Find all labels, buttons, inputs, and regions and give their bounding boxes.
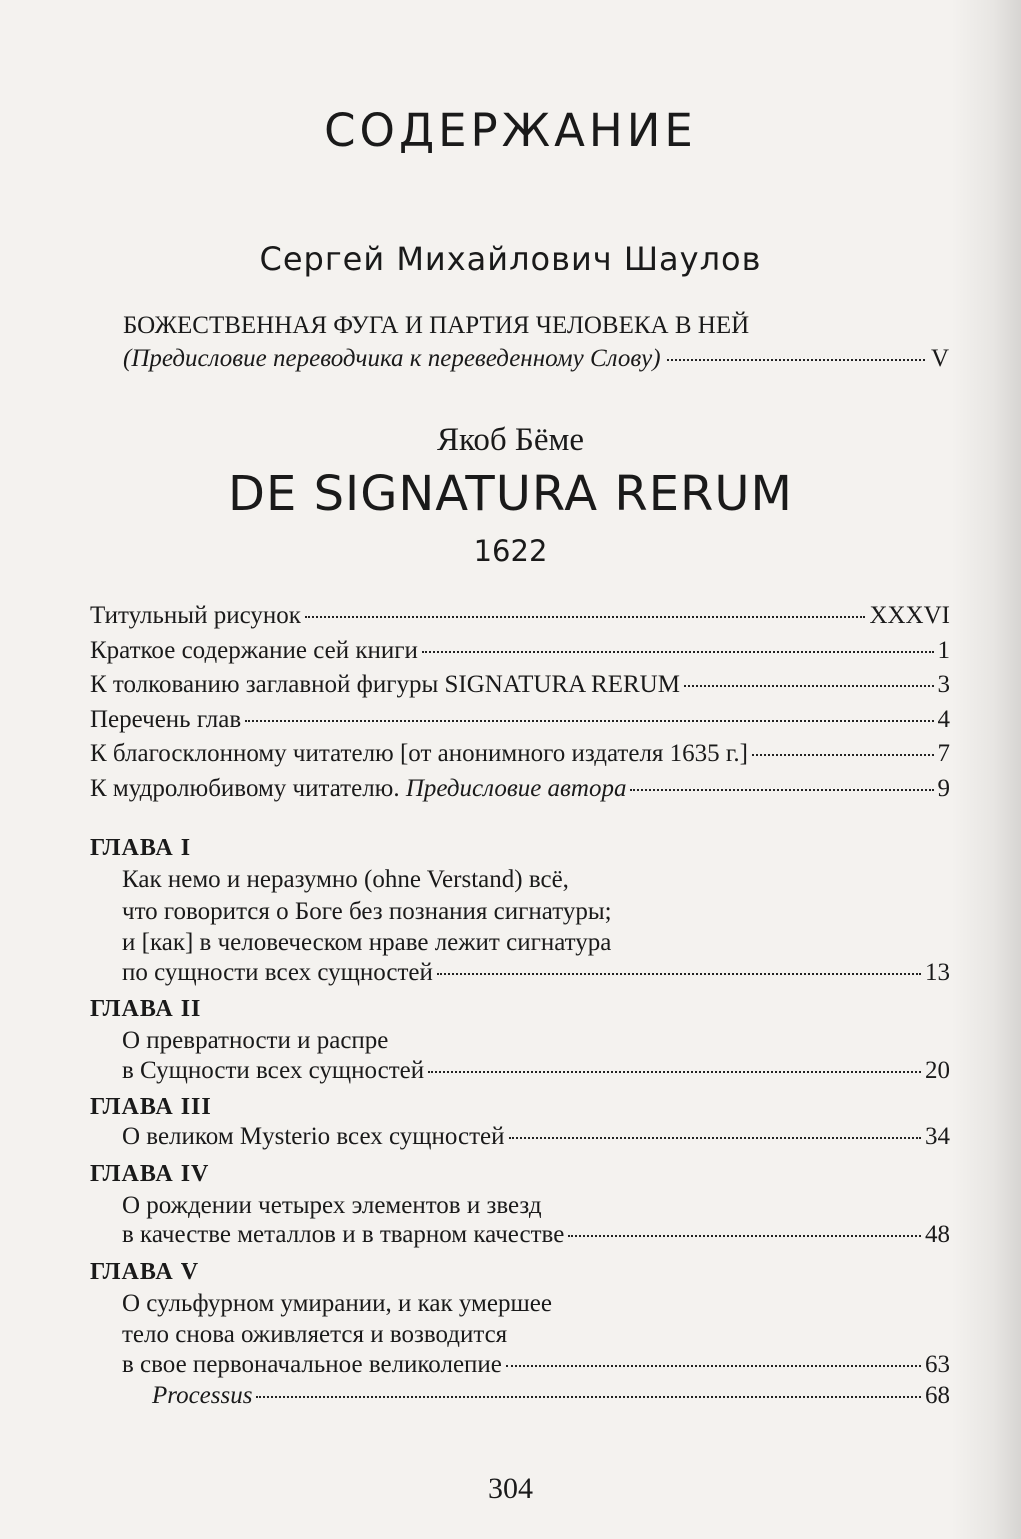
toc-entry (90, 637, 950, 672)
chapter-desc-text: по сущности всех сущностей (122, 958, 433, 986)
chapter-desc-line: О сульфурном умирании, и как умершее (122, 1289, 552, 1317)
leader-dots (437, 973, 921, 975)
book-year: 1622 (473, 534, 548, 568)
toc-entry-text: Перечень глав (90, 705, 242, 733)
chapter-page: 13 (925, 958, 950, 986)
chapter-page: 48 (925, 1221, 950, 1248)
toc-entry-text-main: К мудролюбивому читателю. (90, 774, 400, 802)
chapter-heading: ГЛАВА I (90, 835, 192, 861)
leader-dots (428, 1071, 921, 1073)
book-author: Якоб Бёме (436, 422, 585, 458)
chapter-last-line (90, 1221, 950, 1253)
toc-entry (90, 775, 950, 810)
toc-entry (90, 706, 950, 741)
leader-dots (684, 685, 934, 687)
toc-entry-page: 4 (937, 705, 950, 733)
chapter-desc-text: О великом Mysterio всех сущностей (122, 1123, 505, 1150)
leader-dots (305, 616, 866, 618)
page-title: СОДЕРЖАНИЕ (324, 104, 697, 157)
toc-entry-page: 7 (937, 740, 950, 767)
chapter-desc-text: в Сущности всех сущностей (122, 1056, 425, 1084)
chapter-desc-text: в качестве металлов и в тварном качестве (122, 1221, 565, 1248)
leader-dots (509, 1137, 922, 1139)
toc-entry-text: Титульный рисунок (90, 602, 301, 629)
chapter-heading: ГЛАВА II (90, 996, 202, 1022)
chapter-desc-text: в свое первоначальное великолепие (122, 1350, 502, 1378)
front-matter-list (90, 602, 950, 809)
chapter-desc-line: О рождении четырех элементов и звезд (122, 1191, 542, 1219)
chapter-page: 34 (925, 1123, 950, 1150)
toc-entry-page: XXXVI (869, 602, 950, 629)
toc-entry-text-italic: Предисловие автора (405, 774, 627, 802)
chapter-entry (90, 993, 950, 1088)
toc-entry-page: 9 (937, 774, 950, 802)
chapter-entry (90, 1158, 950, 1253)
toc-entry-page: 3 (937, 671, 950, 698)
toc-entry (90, 740, 950, 775)
leader-dots (256, 1396, 921, 1398)
toc-entry (90, 602, 950, 637)
leader-dots (752, 754, 934, 756)
chapter-last-line (90, 1351, 950, 1383)
essay-page: V (930, 345, 949, 372)
toc-entry-text: К благосклонному читателю [от анонимного издателя 1635 г.] (90, 740, 748, 767)
chapter-page: 63 (925, 1350, 950, 1378)
chapter-entry (90, 1256, 950, 1414)
toc-entry-text: К толкованию заглавной фигуры SIGNATURA RERUM (90, 671, 680, 698)
toc-entry-text: Краткое содержание сей книги (90, 636, 418, 664)
chapter-heading: ГЛАВА III (90, 1094, 212, 1120)
chapter-desc-line: и [как] в человеческом нраве лежит сигнатура (122, 929, 612, 956)
chapter-heading: ГЛАВА V (90, 1258, 200, 1285)
leader-dots (506, 1365, 921, 1367)
chapter-desc-line: что говорится о Боге без познания сигнатуры; (122, 897, 612, 925)
subsection-text: Processus (152, 1382, 253, 1409)
toc-entry-page: 1 (937, 636, 950, 664)
chapter-page: 20 (925, 1056, 950, 1084)
leader-dots (245, 720, 933, 722)
essay-subtitle: (Предисловие переводчика к переведенному Слову) (123, 345, 661, 372)
page-edge-shadow (951, 0, 1021, 1539)
chapter-desc-line: Как немо и неразумно (ohne Verstand) всё, (122, 866, 569, 893)
chapter-desc-line: тело снова оживляется и возводится (122, 1321, 508, 1348)
leader-dots (568, 1235, 921, 1237)
book-title: DE SIGNATURA RERUM (228, 466, 793, 522)
essay-subtitle-row (123, 345, 949, 373)
subsection-page: 68 (925, 1382, 950, 1409)
chapter-heading: ГЛАВА IV (90, 1160, 210, 1187)
page-number: 304 (488, 1472, 533, 1505)
essay-title: БОЖЕСТВЕННАЯ ФУГА И ПАРТИЯ ЧЕЛОВЕКА В НЕЙ (123, 312, 750, 339)
leader-dots (630, 789, 933, 791)
chapter-entry (90, 832, 950, 990)
chapter-entry (90, 1091, 950, 1155)
toc-entry-text (90, 775, 626, 803)
toc-entry (90, 671, 950, 706)
translator-name: Сергей Михайлович Шаулов (259, 240, 762, 278)
chapter-subsection (90, 1382, 950, 1414)
chapter-list (90, 832, 950, 1417)
leader-dots (422, 651, 934, 653)
leader-dots (667, 359, 925, 361)
chapter-desc-line: О превратности и распре (122, 1027, 389, 1054)
chapter-last-line (90, 959, 950, 991)
chapter-last-line (90, 1057, 950, 1089)
chapter-last-line (90, 1123, 950, 1155)
